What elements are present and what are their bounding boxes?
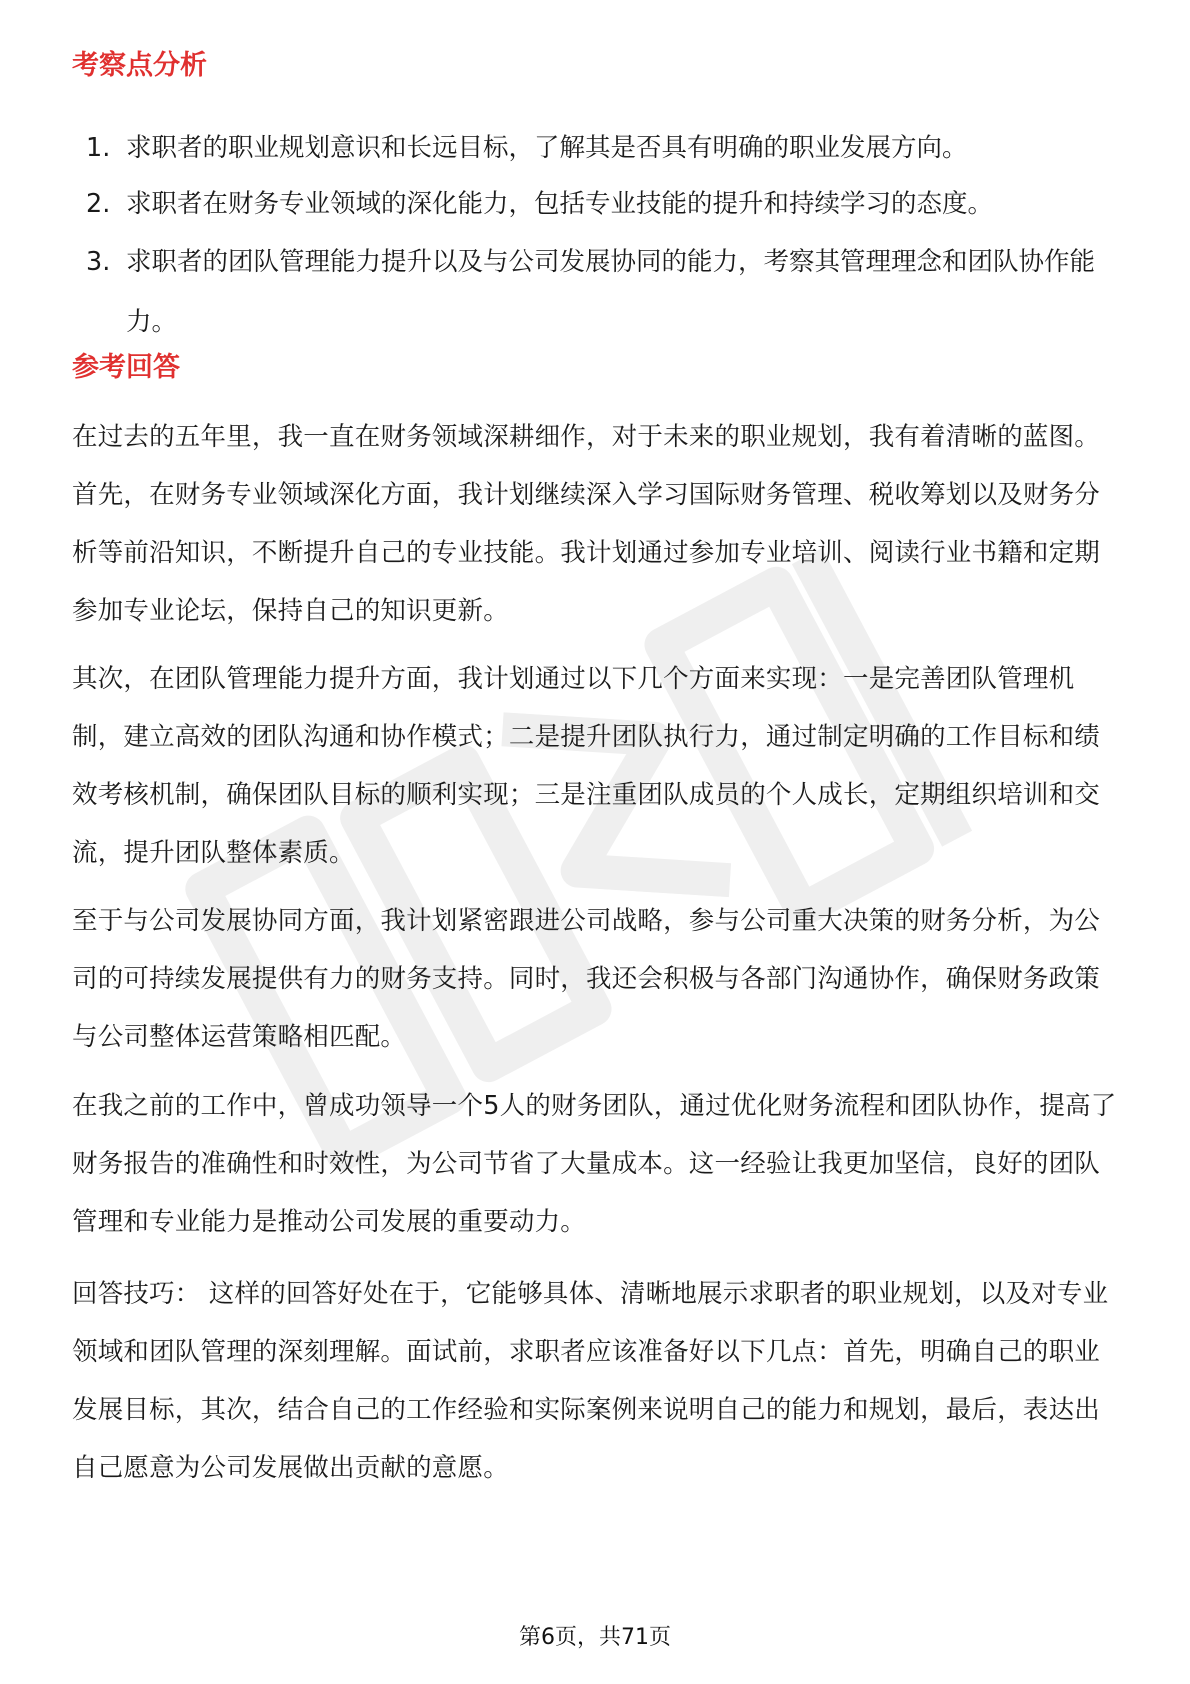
list-item-text: 求职者的团队管理能力提升以及与公司发展协同的能力，考察其管理理念和团队协作能力。 [126, 247, 1096, 337]
list-item [72, 232, 1122, 352]
analysis-list [72, 120, 1122, 352]
section-heading-answer: 参考回答 [72, 352, 180, 383]
answer-paragraph: 其次，在团队管理能力提升方面，我计划通过以下几个方面来实现：一是完善团队管理机制，建立高效的团队沟通和协作模式；二是提升团队执行力，通过制定明确的工作目标和绩效考核机制，确保团队目标的顺利实现；三是注重团队成员的个人成长，定期组织培训和交流，提升团队整体素质。 [72, 664, 1101, 868]
list-item-number: 2. [86, 189, 111, 219]
answer-paragraph: 至于与公司发展协同方面，我计划紧密跟进公司战略，参与公司重大决策的财务分析，为公司的可持续发展提供有力的财务支持。同时，我还会积极与各部门沟通协作，确保财务政策与公司整体运营策略相匹配。 [72, 906, 1101, 1052]
list-item [72, 120, 1122, 176]
page-number: 第6页，共71页 [519, 1625, 671, 1650]
list-item-text: 求职者在财务专业领域的深化能力，包括专业技能的提升和持续学习的态度。 [126, 189, 994, 219]
list-item-text: 求职者的职业规划意识和长远目标，了解其是否具有明确的职业发展方向。 [126, 133, 968, 163]
section-heading-analysis: 考察点分析 [72, 50, 207, 81]
answer-paragraph: 在我之前的工作中，曾成功领导一个5人的财务团队，通过优化财务流程和团队协作，提高了财务报告的准确性和时效性，为公司节省了大量成本。这一经验让我更加坚信，良好的团队管理和专业能力是推动公司发展的重要动力。 [72, 1091, 1117, 1237]
list-item-number: 3. [86, 247, 111, 277]
answer-tips-paragraph: 回答技巧： 这样的回答好处在于，它能够具体、清晰地展示求职者的职业规划，以及对专业领域和团队管理的深刻理解。面试前，求职者应该准备好以下几点：首先，明确自己的职业发展目标，其次，结合自己的工作经验和实际案例来说明自己的能力和规划，最后，表达出自己愿意为公司发展做出贡献的意愿。 [72, 1279, 1109, 1483]
list-item [72, 176, 1122, 232]
answer-paragraph: 在过去的五年里，我一直在财务领域深耕细作，对于未来的职业规划，我有着清晰的蓝图。首先，在财务专业领域深化方面，我计划继续深入学习国际财务管理、税收筹划以及财务分析等前沿知识，不断提升自己的专业技能。我计划通过参加专业培训、阅读行业书籍和定期参加专业论坛，保持自己的知识更新。 [72, 422, 1101, 626]
list-item-number: 1. [86, 133, 111, 163]
